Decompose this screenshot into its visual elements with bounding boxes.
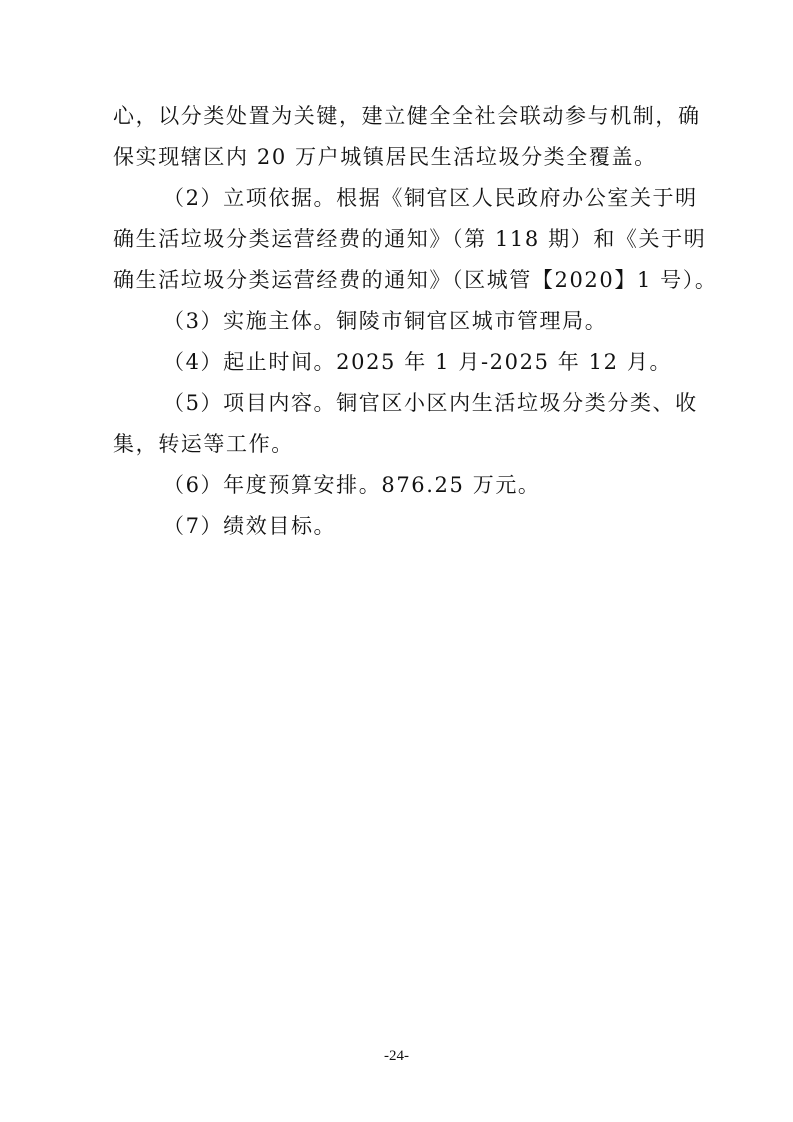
item-4-line: （4）起止时间。2025 年 1 月-2025 年 12 月。 [163,350,673,374]
item-6-line: （6）年度预算安排。876.25 万元。 [163,473,541,497]
item-7-line: （7）绩效目标。 [163,514,337,538]
paragraph-line: 确生活垃圾分类运营经费的通知》（第 118 期）和《关于明 [113,227,707,251]
paragraph-line: 确生活垃圾分类运营经费的通知》（区城管【2020】1 号）。 [113,268,718,292]
paragraph-line: 集，转运等工作。 [113,432,294,456]
item-2-line: （2）立项依据。根据《铜官区人民政府办公室关于明 [163,186,698,210]
page-number: -24- [384,1048,409,1064]
paragraph-line: 保实现辖区内 20 万户城镇居民生活垃圾分类全覆盖。 [113,145,657,169]
paragraph-line: 心，以分类处置为关键，建立健全全社会联动参与机制，确 [113,104,701,128]
document-body [113,96,718,547]
item-5-line: （5）项目内容。铜官区小区内生活垃圾分类分类、收 [163,391,698,415]
item-3-line: （3）实施主体。铜陵市铜官区城市管理局。 [163,309,608,333]
